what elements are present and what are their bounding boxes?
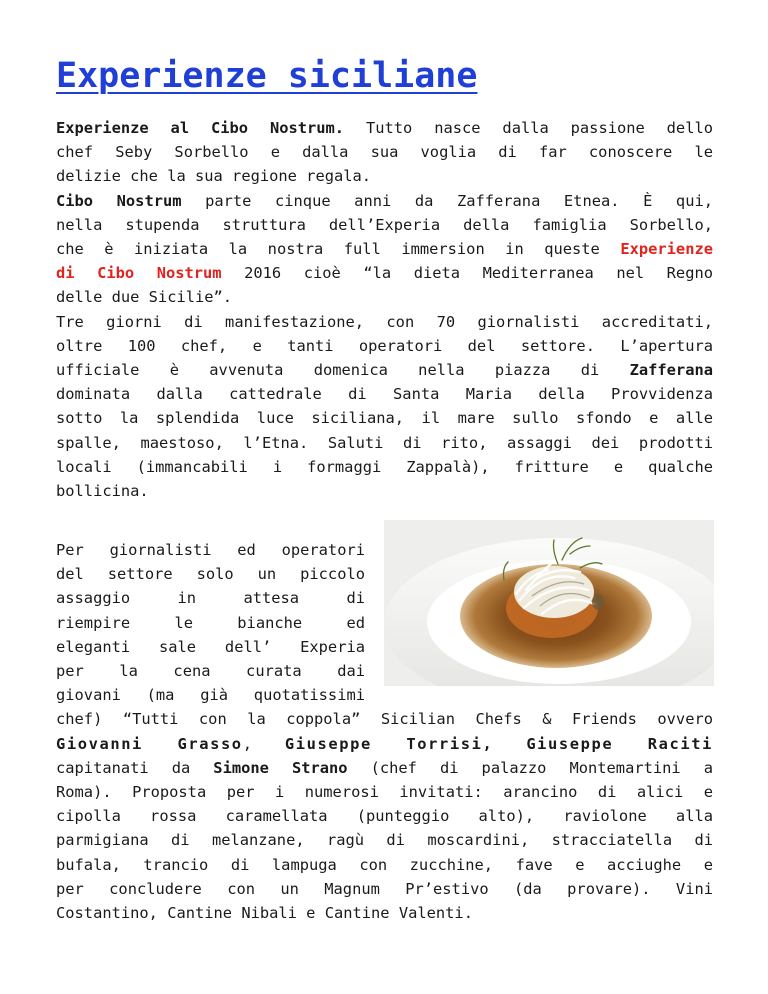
- text: ,: [242, 734, 285, 753]
- bold-text: Cibo Nostrum: [56, 191, 182, 210]
- text: Tutto nasce dalla passione dello: [344, 119, 713, 137]
- text-line: Costantino, Cantine Nibali e Cantine Valenti.: [56, 904, 473, 923]
- text-line: eleganti sale dell’ Experia: [56, 637, 365, 656]
- bold-text: Zafferana: [629, 361, 713, 380]
- chef-name: Giuseppe Torrisi,: [284, 734, 494, 753]
- text: che è iniziata la nostra full immersion in queste: [56, 240, 621, 259]
- chef-name: Simone Strano: [213, 758, 348, 777]
- text: (chef di palazzo Montemartini a: [347, 758, 713, 777]
- chef-name: Giovanni Grasso: [56, 734, 243, 753]
- text-line: parmigiana di melanzane, ragù di moscardini, stracciatella di: [56, 831, 713, 850]
- text-line: Roma). Proposta per i numerosi invitati: arancino di alici e: [56, 783, 713, 802]
- page-title[interactable]: Experienze siciliane: [56, 56, 478, 96]
- text-line: bollicina.: [56, 482, 149, 501]
- text-line: bufala, trancio di lampuga con zucchine, fave e acciughe e: [56, 855, 713, 874]
- dinner-paragraph: [56, 538, 713, 925]
- intro-paragraph: [56, 116, 713, 503]
- text: [493, 735, 526, 753]
- bold-text: Experienze al Cibo Nostrum.: [56, 119, 345, 137]
- text-line: riempire le bianche ed: [56, 613, 365, 632]
- text: ufficiale è avvenuta domenica nella piazza di: [56, 361, 630, 380]
- text-line: [56, 116, 713, 140]
- text-line: [56, 756, 713, 780]
- text-line: assaggio in attesa di: [56, 589, 365, 608]
- text-line: [56, 732, 713, 756]
- text-line: del settore solo un piccolo: [56, 565, 365, 584]
- chef-name: Giuseppe Raciti: [526, 734, 713, 753]
- highlight-text: di Cibo Nostrum: [56, 264, 222, 283]
- text-line: delizie che la sua regione regala.: [56, 167, 372, 186]
- text-line: spalle, maestoso, l’Etna. Saluti di rito, assaggi dei prodotti: [56, 433, 713, 452]
- highlight-text: Experienze: [620, 240, 713, 259]
- text-line: locali (immancabili i formaggi Zappalà), fritture e qualche: [56, 457, 713, 476]
- text: parte cinque anni da Zafferana Etnea. È qui,: [181, 191, 713, 210]
- text-line: [56, 358, 713, 382]
- text-line: [56, 237, 713, 261]
- text-line: chef) “Tutti con la coppola” Sicilian Chefs & Friends ovvero: [56, 710, 713, 729]
- text-line: Per giornalisti ed operatori: [56, 541, 365, 559]
- text: capitanati da: [56, 758, 214, 777]
- text-line: per la cena curata dai: [56, 662, 365, 681]
- text-line: delle due Sicilie”.: [56, 288, 233, 307]
- text-line: chef Seby Sorbello e dalla sua voglia di far conoscere le: [56, 143, 713, 162]
- text-line: Tre giorni di manifestazione, con 70 giornalisti accreditati,: [56, 312, 713, 331]
- text-line: dominata dalla cattedrale di Santa Maria della Provvidenza: [56, 385, 713, 404]
- text-line: nella stupenda struttura dell’Experia della famiglia Sorbello,: [56, 215, 713, 234]
- text-line: sotto la splendida luce siciliana, il mare sullo sfondo e alle: [56, 409, 713, 428]
- text-line: per concludere con un Magnum Pr’estivo (da provare). Vini: [56, 879, 713, 898]
- text: 2016 cioè “la dieta Mediterranea nel Regno: [221, 264, 713, 283]
- text-line: [56, 189, 713, 213]
- text-line: cipolla rossa caramellata (punteggio alto), raviolone alla: [56, 807, 713, 826]
- text-line: [56, 261, 713, 285]
- text-line: giovani (ma già quotatissimi: [56, 686, 365, 705]
- text-line: oltre 100 chef, e tanti operatori del settore. L’apertura: [56, 336, 713, 355]
